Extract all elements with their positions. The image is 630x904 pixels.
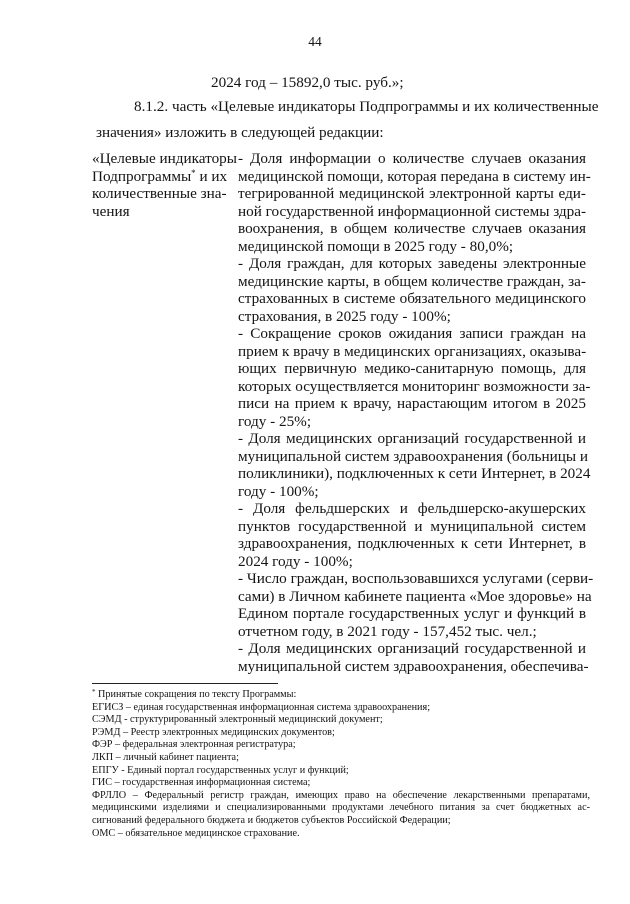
footnote-item: ФРЛЛО – Федеральный регистр граждан, имеющих право на обеспечение лекарственными препаратами, (92, 789, 590, 801)
footnote-item: ЛКП – личный кабинет пациента; (92, 751, 239, 763)
indicator-line: здравоохранения, подключенных к сети Интернет, в (238, 535, 586, 552)
label-fragment: и их (199, 167, 228, 185)
footnote-marker: * (191, 167, 196, 178)
indicator-line: писи на прием к врачу, нарастающим итогом в 2025 (238, 395, 586, 412)
footnote-item: ОМС – обязательное медицинское страхование. (92, 827, 300, 839)
indicator-line: ной государственной информационной системы здра- (238, 202, 587, 220)
indicator-line: ющих первичную медико-санитарную помощь, для (238, 360, 586, 377)
indicator-line: - Доля граждан, для которых заведены электронные (238, 255, 586, 272)
intro-line-3: значения» изложить в следующей редакции: (96, 124, 384, 141)
indicator-line: медицинские карты, в общем количестве граждан, за- (238, 272, 586, 290)
indicator-values-column (238, 150, 594, 675)
indicator-line: - Доля медицинских организаций государственной и (238, 430, 586, 447)
footnote-marker: * (92, 688, 96, 696)
indicator-line: - Число граждан, воспользовавшихся услугами (серви- (238, 570, 594, 587)
footnote-item: СЭМД - структурированный электронный медицинский документ; (92, 714, 383, 726)
indicator-line: тегрированной медицинской электронной карты еди- (238, 185, 586, 202)
indicator-line: году - 25%; (238, 412, 312, 430)
indicator-line: отчетном году, в 2021 году - 157,452 тыс. чел.; (238, 622, 537, 640)
indicator-line: пунктов государственной и муниципальной систем (238, 517, 586, 535)
footnote-separator (92, 683, 278, 684)
footnote-item: ФЭР – федеральная электронная регистратура; (92, 739, 296, 751)
footnote-item: ЕПГУ - Единый портал государственных услуг и функций; (92, 764, 349, 776)
indicator-label-column (92, 150, 238, 220)
label-line: количественные зна- (92, 185, 227, 202)
footnote-title (92, 689, 590, 702)
indicator-line: - Сокращение сроков ожидания записи граждан на (238, 325, 586, 342)
indicator-line: медицинской помощи, которая передана в систему ин- (238, 167, 591, 185)
label-line: «Целевые индикаторы (92, 150, 237, 167)
indicator-line: поликлиники), подключенных к сети Интернет, в 2024 (238, 465, 591, 482)
indicator-line: году - 100%; (238, 482, 319, 500)
indicator-line: воохранения, в общем количестве случаев оказания (238, 220, 586, 237)
footnote-item: ЕГИСЗ – единая государственная информационная система здравоохранения; (92, 701, 431, 713)
footnote-item: РЭМД – Реестр электронных медицинских документов; (92, 726, 335, 738)
indicator-line: Едином портале государственных услуг и функций в (238, 605, 586, 622)
footnote-item: сигнований федерального бюджета и бюджетов субъектов Российской Федерации; (92, 814, 451, 826)
page-number: 44 (308, 34, 322, 49)
indicator-line: муниципальной систем здравоохранения, обеспечива- (238, 657, 589, 675)
footnotes (92, 689, 590, 840)
indicator-line: - Доля медицинских организаций государственной и (238, 640, 586, 657)
label-line: чения (92, 202, 130, 220)
label-fragment: Подпрограммы (92, 167, 192, 185)
indicator-line: - Доля фельдшерских и фельдшерско-акушерских (238, 500, 586, 517)
indicator-line: прием к врачу в медицинских организациях, оказыва- (238, 342, 587, 360)
footnote-item: ГИС – государственная информационная система; (92, 777, 311, 789)
footnote-title-text: Принятые сокращения по тексту Программы: (98, 689, 297, 700)
indicator-line: которых осуществляется мониторинг возможности за- (238, 377, 591, 395)
indicator-line: страхованных в системе обязательного медицинского (238, 290, 586, 307)
indicator-line: медицинской помощи в 2025 году - 80,0%; (238, 237, 514, 255)
indicator-line: страхования, в 2025 году - 100%; (238, 307, 451, 325)
indicator-line: 2024 году - 100%; (238, 552, 353, 570)
column-dash: - (238, 150, 244, 167)
indicator-line: сами) в Личном кабинете пациента «Мое здоровье» на (238, 587, 592, 605)
indicator-line: Доля информации о количестве случаев оказания (250, 150, 586, 167)
intro-line-1: 2024 год – 15892,0 тыс. руб.»; (211, 74, 404, 91)
indicator-line: муниципальной систем здравоохранения (больницы и (238, 447, 588, 465)
label-line (92, 168, 238, 186)
intro-line-2: 8.1.2. часть «Целевые индикаторы Подпрограммы и их количественные (134, 98, 599, 115)
footnote-item: медицинскими изделиями и специализированными продуктами лечебного питания за счет бюджетных ас- (92, 802, 590, 814)
